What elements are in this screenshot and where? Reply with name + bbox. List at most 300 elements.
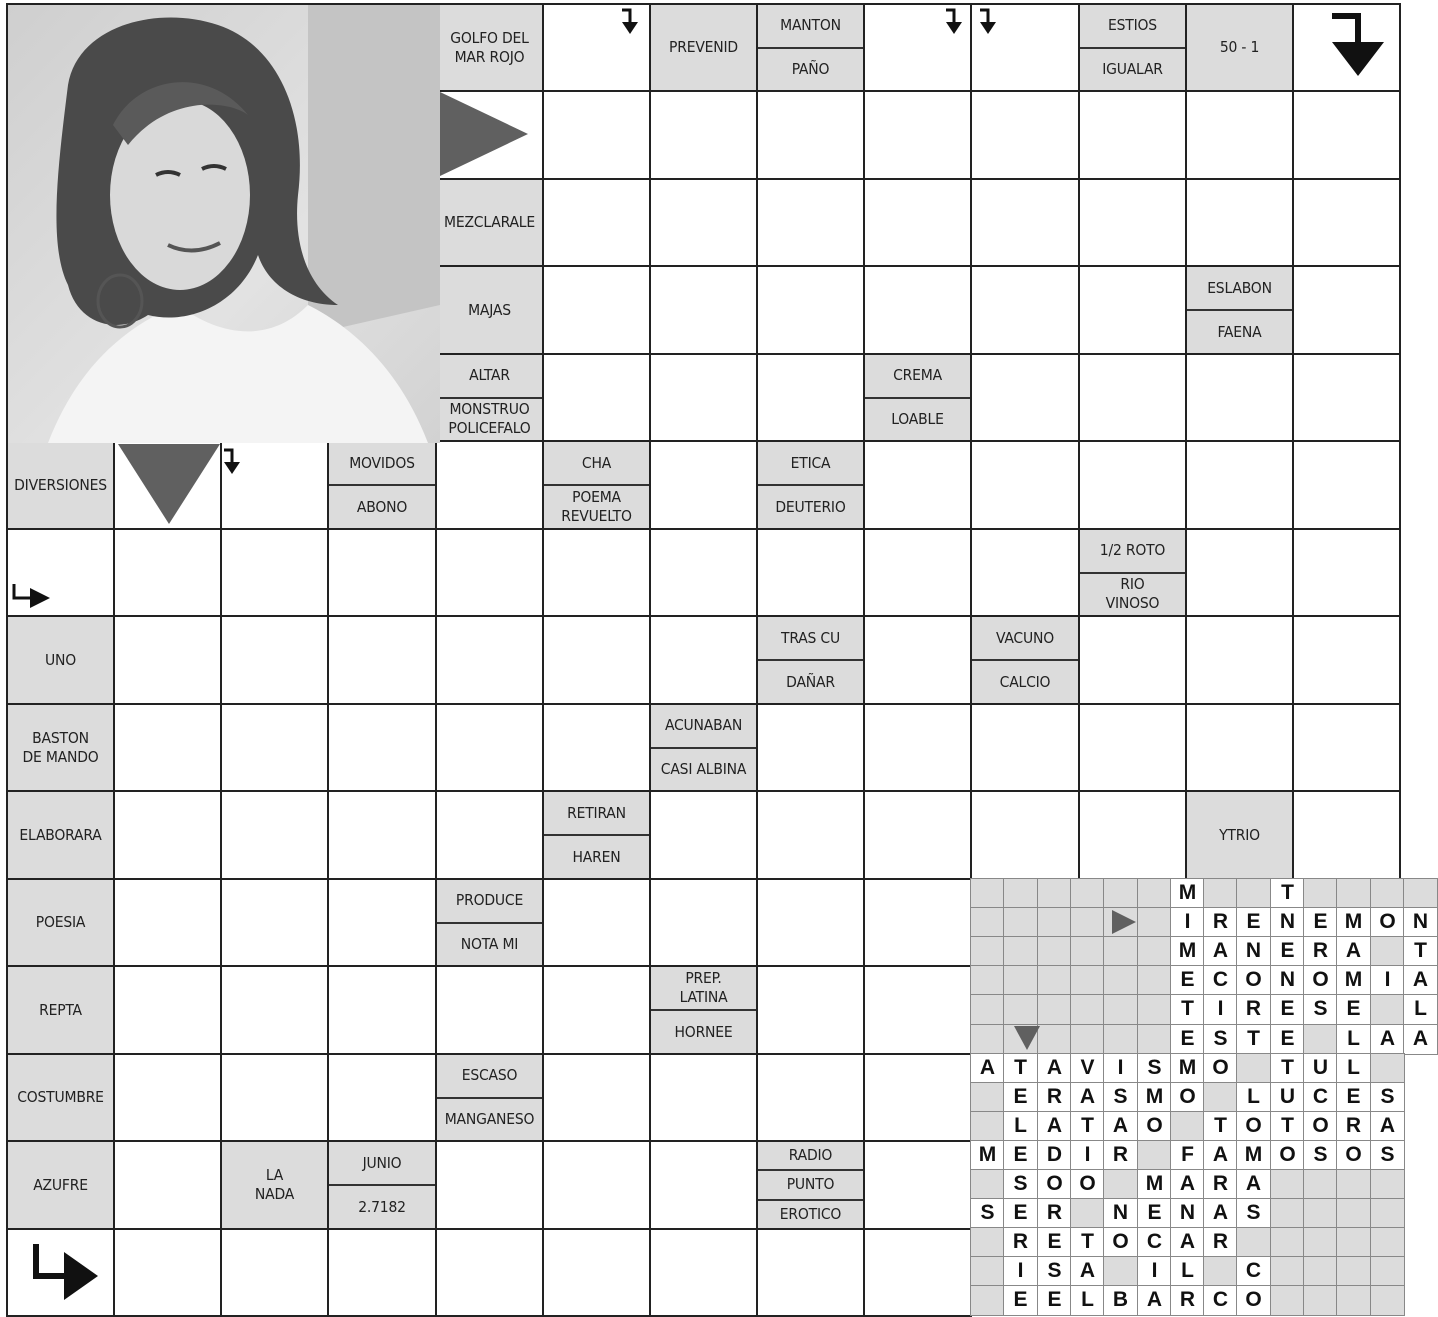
answer-cell[interactable] bbox=[970, 90, 1080, 180]
solution-letter: R bbox=[1046, 1201, 1063, 1224]
answer-cell[interactable] bbox=[542, 353, 651, 442]
solution-letter: R bbox=[1312, 939, 1329, 962]
answer-cell[interactable] bbox=[970, 528, 1080, 617]
answer-cell[interactable] bbox=[756, 90, 865, 180]
solution-letter: E bbox=[1346, 1085, 1361, 1108]
solution-cell bbox=[1170, 1198, 1205, 1229]
answer-cell[interactable] bbox=[220, 1053, 329, 1142]
solution-cell bbox=[1070, 994, 1105, 1025]
answer-cell[interactable] bbox=[756, 878, 865, 967]
solution-cell bbox=[1103, 1082, 1138, 1113]
solution-cell bbox=[1303, 907, 1338, 938]
clue-part bbox=[865, 397, 970, 441]
answer-cell[interactable] bbox=[435, 790, 544, 880]
clue-text: VINOSO bbox=[1105, 594, 1160, 613]
answer-cell[interactable] bbox=[970, 3, 1080, 92]
answer-cell[interactable] bbox=[113, 878, 222, 967]
answer-cell[interactable] bbox=[1292, 90, 1401, 180]
answer-cell[interactable] bbox=[1078, 615, 1187, 705]
answer-cell[interactable] bbox=[1185, 178, 1294, 267]
answer-cell[interactable] bbox=[863, 265, 972, 355]
answer-cell[interactable] bbox=[756, 528, 865, 617]
solution-cell bbox=[1003, 878, 1038, 909]
clue-part bbox=[437, 397, 542, 441]
answer-cell[interactable] bbox=[863, 703, 972, 792]
solution-cell bbox=[1270, 1111, 1305, 1142]
clue-text: LOABLE bbox=[891, 409, 944, 428]
solution-cell bbox=[1137, 994, 1172, 1025]
solution-cell bbox=[1303, 965, 1338, 996]
clue-text: DEUTERIO bbox=[775, 497, 846, 516]
solution-cell bbox=[1303, 994, 1338, 1025]
solution-cell bbox=[1336, 1024, 1371, 1055]
solution-cell bbox=[1137, 1198, 1172, 1229]
solution-letter: C bbox=[1212, 968, 1229, 991]
clue-text: JUNIO bbox=[362, 1153, 402, 1172]
solution-letter: S bbox=[1313, 997, 1328, 1020]
clue-text: VACUNO bbox=[996, 628, 1054, 647]
answer-cell[interactable] bbox=[1078, 178, 1187, 267]
solution-cell bbox=[1403, 994, 1438, 1025]
answer-cell[interactable] bbox=[435, 965, 544, 1055]
solution-letter: E bbox=[1313, 910, 1328, 933]
clue-cell-movidos-abono bbox=[327, 440, 437, 530]
solution-cell bbox=[1103, 994, 1138, 1025]
answer-cell[interactable] bbox=[970, 178, 1080, 267]
answer-cell[interactable] bbox=[113, 703, 222, 792]
clue-cell-ytrio bbox=[1185, 790, 1294, 880]
clue-cell-crema-loable bbox=[863, 353, 972, 442]
answer-cell[interactable] bbox=[756, 703, 865, 792]
solution-cell bbox=[1037, 1198, 1072, 1229]
clue-text: MAJAS bbox=[468, 300, 511, 319]
answer-cell[interactable] bbox=[1292, 440, 1401, 530]
clue-text: UNO bbox=[44, 650, 76, 669]
solution-cell bbox=[1236, 1256, 1271, 1287]
answer-cell[interactable] bbox=[542, 878, 651, 967]
answer-cell[interactable] bbox=[113, 440, 222, 530]
solution-letter: R bbox=[1212, 1230, 1229, 1253]
solution-cell bbox=[970, 1285, 1005, 1316]
answer-cell[interactable] bbox=[220, 615, 329, 705]
solution-letter: M bbox=[1344, 968, 1363, 991]
answer-cell[interactable] bbox=[220, 878, 329, 967]
answer-cell[interactable] bbox=[542, 3, 651, 92]
answer-cell[interactable] bbox=[863, 440, 972, 530]
answer-cell[interactable] bbox=[970, 790, 1080, 880]
answer-cell[interactable] bbox=[435, 703, 544, 792]
solution-letter: T bbox=[1281, 1114, 1294, 1137]
solution-letter: O bbox=[1245, 1114, 1262, 1137]
answer-cell[interactable] bbox=[435, 1228, 544, 1317]
answer-cell[interactable] bbox=[542, 1140, 651, 1230]
solution-cell bbox=[1336, 1169, 1371, 1200]
answer-cell[interactable] bbox=[113, 965, 222, 1055]
answer-cell[interactable] bbox=[756, 178, 865, 267]
clue-text: MOVIDOS bbox=[349, 453, 415, 472]
answer-cell[interactable] bbox=[649, 265, 758, 355]
solution-cell bbox=[1336, 1227, 1371, 1258]
solution-cell bbox=[1303, 1256, 1338, 1287]
answer-cell[interactable] bbox=[970, 265, 1080, 355]
solution-cell bbox=[1103, 1285, 1138, 1316]
solution-cell bbox=[1070, 1082, 1105, 1113]
answer-cell[interactable] bbox=[435, 440, 544, 530]
answer-cell[interactable] bbox=[113, 1053, 222, 1142]
solution-letter: C bbox=[1245, 1259, 1262, 1282]
solution-letter: O bbox=[1312, 968, 1329, 991]
solution-cell bbox=[1370, 1256, 1405, 1287]
clue-part bbox=[1187, 5, 1292, 90]
solution-letter: L bbox=[1347, 1056, 1360, 1079]
answer-cell[interactable] bbox=[327, 878, 437, 967]
solution-letter: O bbox=[1046, 1172, 1063, 1195]
answer-cell[interactable] bbox=[756, 1228, 865, 1317]
solution-cell bbox=[1236, 878, 1271, 909]
answer-cell[interactable] bbox=[863, 615, 972, 705]
answer-cell[interactable] bbox=[1078, 703, 1187, 792]
solution-cell bbox=[1003, 1256, 1038, 1287]
solution-cell bbox=[1203, 1169, 1238, 1200]
answer-cell[interactable] bbox=[435, 615, 544, 705]
answer-cell[interactable] bbox=[542, 965, 651, 1055]
solution-letter: A bbox=[1179, 1172, 1196, 1195]
solution-letter: O bbox=[1279, 1143, 1296, 1166]
clue-cell-etica-deuterio bbox=[756, 440, 865, 530]
answer-cell[interactable] bbox=[1185, 615, 1294, 705]
answer-cell[interactable] bbox=[863, 90, 972, 180]
answer-cell[interactable] bbox=[863, 1228, 972, 1317]
clue-text: CREMA bbox=[893, 366, 942, 385]
solution-cell bbox=[1370, 1053, 1405, 1084]
clue-text: ESTIOS bbox=[1108, 16, 1157, 35]
answer-cell[interactable] bbox=[1292, 353, 1401, 442]
clue-part bbox=[8, 880, 113, 965]
solution-letter: N bbox=[1179, 1201, 1196, 1224]
solution-letter: L bbox=[1247, 1085, 1260, 1108]
solution-cell bbox=[1003, 1111, 1038, 1142]
solution-cell bbox=[1203, 878, 1238, 909]
solution-letter: O bbox=[1146, 1114, 1163, 1137]
solution-letter: R bbox=[1245, 997, 1262, 1020]
clue-text: REVUELTO bbox=[561, 507, 632, 525]
clue-part bbox=[758, 484, 863, 528]
answer-cell[interactable] bbox=[1185, 440, 1294, 530]
solution-letter: M bbox=[1178, 881, 1197, 904]
solution-cell bbox=[1037, 1256, 1072, 1287]
answer-cell[interactable] bbox=[1185, 703, 1294, 792]
solution-cell bbox=[1037, 1285, 1072, 1316]
answer-cell[interactable] bbox=[649, 878, 758, 967]
solution-cell bbox=[1236, 1024, 1271, 1055]
answer-cell[interactable] bbox=[649, 790, 758, 880]
clue-text: ETICA bbox=[790, 453, 831, 472]
solution-letter: L bbox=[1081, 1288, 1094, 1311]
solution-cell bbox=[1070, 1227, 1105, 1258]
solution-cell bbox=[1236, 994, 1271, 1025]
answer-cell[interactable] bbox=[970, 353, 1080, 442]
clue-part bbox=[437, 1055, 542, 1097]
solution-cell bbox=[1270, 1082, 1305, 1113]
clue-text: MEZCLARALE bbox=[444, 213, 535, 231]
clue-text: MONSTRUO bbox=[449, 400, 530, 419]
solution-cell bbox=[1270, 1024, 1305, 1055]
clue-text: EROTICO bbox=[779, 1204, 842, 1223]
answer-cell[interactable] bbox=[1292, 178, 1401, 267]
solution-cell bbox=[970, 1024, 1005, 1055]
answer-cell[interactable] bbox=[327, 1228, 437, 1317]
answer-cell[interactable] bbox=[542, 178, 651, 267]
solution-letter: E bbox=[1013, 1288, 1028, 1311]
answer-cell[interactable] bbox=[863, 528, 972, 617]
answer-cell[interactable] bbox=[327, 790, 437, 880]
solution-cell bbox=[970, 1111, 1005, 1142]
clue-text: LATINA bbox=[679, 988, 728, 1006]
answer-cell[interactable] bbox=[863, 3, 972, 92]
solution-cell bbox=[970, 1140, 1005, 1171]
answer-cell[interactable] bbox=[649, 528, 758, 617]
answer-cell[interactable] bbox=[220, 703, 329, 792]
answer-cell[interactable] bbox=[756, 965, 865, 1055]
answer-cell[interactable] bbox=[113, 1228, 222, 1317]
answer-cell[interactable] bbox=[1078, 353, 1187, 442]
solution-letter: A bbox=[1179, 1230, 1196, 1253]
answer-cell[interactable] bbox=[542, 615, 651, 705]
solution-letter: S bbox=[1147, 1056, 1162, 1079]
answer-cell[interactable] bbox=[756, 353, 865, 442]
answer-cell[interactable] bbox=[435, 528, 544, 617]
answer-cell[interactable] bbox=[1292, 703, 1401, 792]
solution-cell bbox=[1003, 1024, 1038, 1055]
solution-cell bbox=[1270, 907, 1305, 938]
answer-cell[interactable] bbox=[542, 90, 651, 180]
answer-cell[interactable] bbox=[220, 528, 329, 617]
clue-part bbox=[437, 1097, 542, 1141]
clue-text: COSTUMBRE bbox=[17, 1088, 104, 1106]
solution-letter: O bbox=[1112, 1230, 1129, 1253]
answer-cell[interactable] bbox=[1185, 528, 1294, 617]
solution-letter: E bbox=[1280, 939, 1295, 962]
solution-cell bbox=[1370, 1169, 1405, 1200]
solution-cell bbox=[1103, 936, 1138, 967]
solution-cell bbox=[1170, 965, 1205, 996]
solution-letter: T bbox=[1414, 939, 1427, 962]
answer-cell[interactable] bbox=[863, 878, 972, 967]
solution-letter: L bbox=[1014, 1114, 1027, 1137]
answer-cell[interactable] bbox=[1292, 3, 1401, 92]
solution-letter: T bbox=[1247, 1027, 1260, 1050]
clue-part bbox=[437, 355, 542, 397]
solution-cell bbox=[1236, 1111, 1271, 1142]
clue-cell-retiran-haren bbox=[542, 790, 651, 880]
answer-cell[interactable] bbox=[649, 615, 758, 705]
answer-cell[interactable] bbox=[863, 1140, 972, 1230]
answer-cell[interactable] bbox=[113, 790, 222, 880]
clue-cell-eslabon-faena bbox=[1185, 265, 1294, 355]
answer-cell[interactable] bbox=[542, 1228, 651, 1317]
answer-cell[interactable] bbox=[649, 1140, 758, 1230]
solution-cell bbox=[1270, 878, 1305, 909]
solution-letter: S bbox=[1213, 1027, 1228, 1050]
solution-letter: E bbox=[1047, 1288, 1062, 1311]
solution-cell bbox=[1336, 907, 1371, 938]
answer-cell[interactable] bbox=[220, 440, 329, 530]
solution-cell bbox=[1203, 994, 1238, 1025]
clue-text: RIO bbox=[1120, 575, 1145, 594]
solution-cell bbox=[1370, 1024, 1405, 1055]
solution-cell bbox=[1137, 1082, 1172, 1113]
solution-cell bbox=[1270, 1285, 1305, 1316]
answer-cell[interactable] bbox=[113, 1140, 222, 1230]
answer-cell[interactable] bbox=[1078, 265, 1187, 355]
answer-cell[interactable] bbox=[863, 1053, 972, 1142]
answer-cell[interactable] bbox=[220, 790, 329, 880]
solution-cell bbox=[1070, 1169, 1105, 1200]
solution-letter: S bbox=[1047, 1259, 1062, 1282]
clue-part bbox=[1187, 309, 1292, 353]
answer-cell[interactable] bbox=[327, 528, 437, 617]
answer-cell[interactable] bbox=[6, 528, 115, 617]
answer-cell[interactable] bbox=[649, 1053, 758, 1142]
solution-cell bbox=[1070, 1256, 1105, 1287]
answer-cell[interactable] bbox=[220, 1228, 329, 1317]
answer-cell[interactable] bbox=[542, 265, 651, 355]
answer-cell[interactable] bbox=[327, 615, 437, 705]
answer-cell[interactable] bbox=[1185, 353, 1294, 442]
solution-cell bbox=[1137, 1111, 1172, 1142]
answer-cell[interactable] bbox=[542, 703, 651, 792]
solution-cell bbox=[1203, 1111, 1238, 1142]
answer-cell[interactable] bbox=[435, 1140, 544, 1230]
answer-cell[interactable] bbox=[863, 965, 972, 1055]
solution-cell bbox=[1070, 907, 1105, 938]
solution-letter: E bbox=[1013, 1085, 1028, 1108]
answer-cell[interactable] bbox=[542, 528, 651, 617]
answer-cell[interactable] bbox=[6, 1228, 115, 1317]
solution-cell bbox=[1170, 1053, 1205, 1084]
answer-cell[interactable] bbox=[1292, 265, 1401, 355]
solution-cell bbox=[1236, 1227, 1271, 1258]
clue-cell-cincuenta-menos-uno bbox=[1185, 3, 1294, 92]
solution-letter: S bbox=[1013, 1172, 1028, 1195]
solution-letter: N bbox=[1112, 1201, 1129, 1224]
answer-cell[interactable] bbox=[649, 353, 758, 442]
answer-cell[interactable] bbox=[970, 703, 1080, 792]
solution-cell bbox=[1003, 994, 1038, 1025]
solution-cell bbox=[1170, 1169, 1205, 1200]
clue-text: ELABORARA bbox=[19, 825, 102, 844]
solution-cell bbox=[1170, 907, 1205, 938]
clue-cell-repta bbox=[6, 965, 115, 1055]
answer-cell[interactable] bbox=[970, 440, 1080, 530]
solution-letter: A bbox=[979, 1056, 996, 1079]
clue-part bbox=[437, 5, 542, 90]
solution-cell bbox=[1137, 907, 1172, 938]
solution-cell bbox=[1336, 965, 1371, 996]
solution-letter: E bbox=[1047, 1230, 1062, 1253]
answer-cell[interactable] bbox=[1292, 528, 1401, 617]
solution-cell bbox=[1037, 1140, 1072, 1171]
clue-cell-poesia bbox=[6, 878, 115, 967]
solution-cell bbox=[1203, 1198, 1238, 1229]
solution-letter: S bbox=[1380, 1143, 1395, 1166]
clue-text: 50 - 1 bbox=[1219, 38, 1260, 56]
clue-text: POEMA bbox=[572, 488, 621, 506]
solution-cell bbox=[1003, 1285, 1038, 1316]
solution-cell bbox=[1303, 1053, 1338, 1084]
solution-letter: O bbox=[1179, 1085, 1196, 1108]
answer-cell[interactable] bbox=[756, 265, 865, 355]
clue-text: IGUALAR bbox=[1102, 59, 1163, 78]
answer-cell[interactable] bbox=[649, 178, 758, 267]
solution-cell bbox=[1236, 1082, 1271, 1113]
answer-cell[interactable] bbox=[649, 440, 758, 530]
solution-cell bbox=[1137, 1169, 1172, 1200]
answer-cell[interactable] bbox=[327, 965, 437, 1055]
answer-cell[interactable] bbox=[863, 790, 972, 880]
answer-cell[interactable] bbox=[435, 90, 544, 180]
clue-part bbox=[651, 747, 756, 791]
answer-cell[interactable] bbox=[1292, 790, 1401, 880]
solution-cell bbox=[1137, 965, 1172, 996]
solution-letter: T bbox=[1181, 997, 1194, 1020]
answer-cell[interactable] bbox=[542, 1053, 651, 1142]
answer-cell[interactable] bbox=[649, 90, 758, 180]
answer-cell[interactable] bbox=[756, 790, 865, 880]
solution-cell bbox=[1370, 1140, 1405, 1171]
solution-letter: A bbox=[1079, 1259, 1096, 1282]
solution-cell bbox=[1103, 1198, 1138, 1229]
answer-cell[interactable] bbox=[1078, 440, 1187, 530]
answer-cell[interactable] bbox=[863, 178, 972, 267]
solution-letter: C bbox=[1312, 1085, 1329, 1108]
solution-cell bbox=[1103, 907, 1138, 938]
answer-cell[interactable] bbox=[113, 615, 222, 705]
solution-letter: M bbox=[1178, 939, 1197, 962]
solution-cell bbox=[1370, 878, 1405, 909]
answer-cell[interactable] bbox=[113, 528, 222, 617]
clue-text: NOTA MI bbox=[460, 934, 519, 953]
answer-cell[interactable] bbox=[1185, 90, 1294, 180]
answer-cell[interactable] bbox=[1078, 790, 1187, 880]
answer-cell[interactable] bbox=[1292, 615, 1401, 705]
clue-text: ESLABON bbox=[1207, 278, 1272, 297]
portrait-photo bbox=[6, 3, 438, 441]
clue-part bbox=[437, 880, 542, 922]
solution-cell bbox=[1303, 936, 1338, 967]
solution-cell bbox=[1037, 1169, 1072, 1200]
answer-cell[interactable] bbox=[649, 1228, 758, 1317]
clue-part bbox=[8, 705, 113, 790]
solution-letter: S bbox=[980, 1201, 995, 1224]
clue-part bbox=[1187, 792, 1292, 878]
answer-cell[interactable] bbox=[756, 1053, 865, 1142]
solution-letter: C bbox=[1146, 1230, 1163, 1253]
solution-cell bbox=[1170, 1256, 1205, 1287]
solution-cell bbox=[1103, 1227, 1138, 1258]
answer-cell[interactable] bbox=[327, 1053, 437, 1142]
solution-cell bbox=[1403, 907, 1438, 938]
clue-text: ESCASO bbox=[461, 1066, 518, 1085]
solution-cell bbox=[1070, 1198, 1105, 1229]
solution-cell bbox=[970, 1053, 1005, 1084]
answer-cell[interactable] bbox=[220, 965, 329, 1055]
solution-cell bbox=[1037, 1053, 1072, 1084]
answer-cell[interactable] bbox=[1078, 90, 1187, 180]
solution-letter: M bbox=[1344, 910, 1363, 933]
answer-cell[interactable] bbox=[327, 703, 437, 792]
clue-cell-prevenid bbox=[649, 3, 758, 92]
